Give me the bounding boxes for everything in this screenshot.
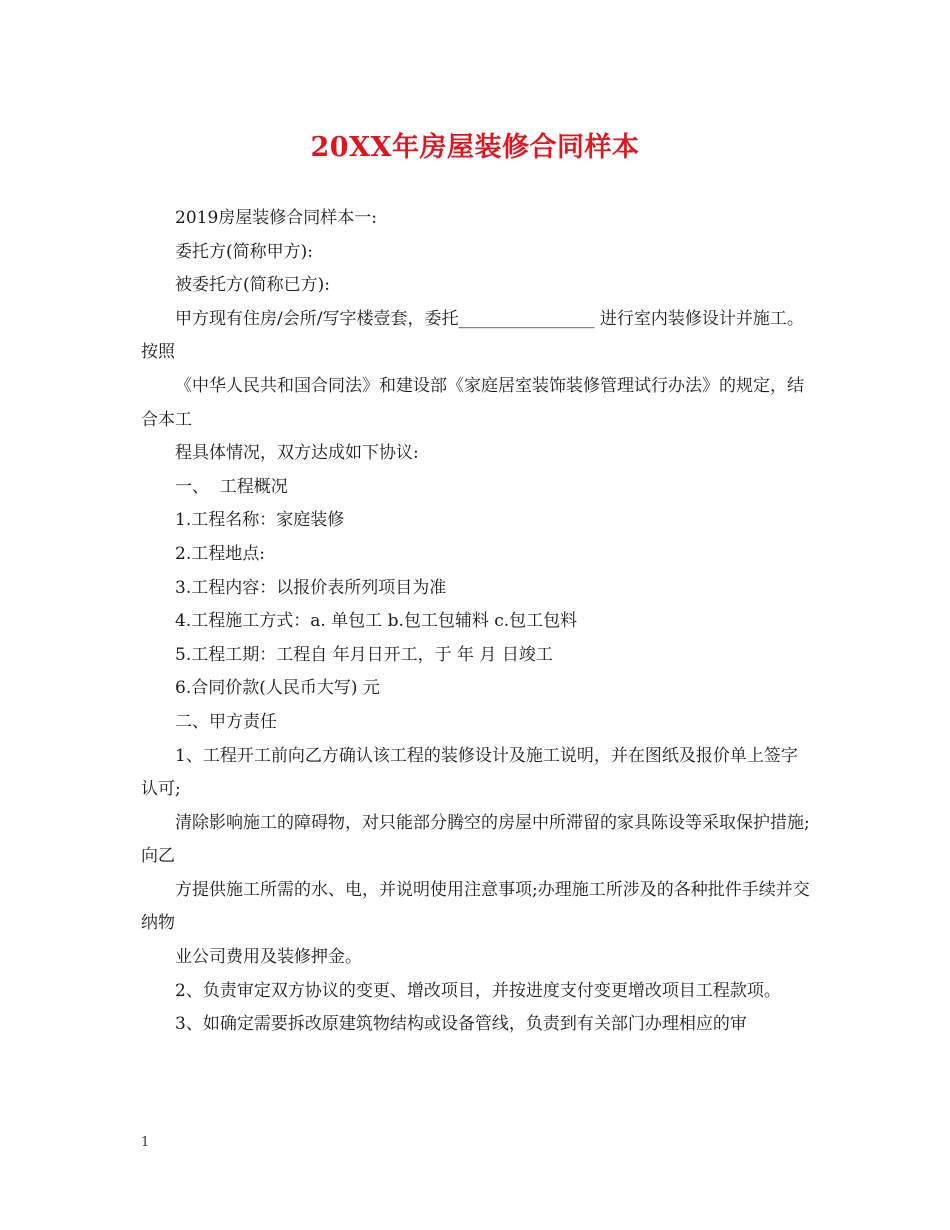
paragraph-duty-1-cont-b: 方提供施工所需的水、电，并说明使用注意事项;办理施工所涉及的各种批件手续并交纳物	[141, 879, 810, 934]
list-item-project-location: 2.工程地点:	[175, 543, 265, 564]
paragraph-party-b: 被委托方(简称已方):	[175, 275, 330, 296]
paragraph-duty-3: 3、如确定需要拆改原建筑物结构或设备管线，负责到有关部门办理相应的审	[175, 1014, 747, 1035]
paragraph-duty-1-cont-a: 清除影响施工的障碍物，对只能部分腾空的房屋中所滞留的家具陈设等采取保护措施;向乙	[141, 812, 810, 867]
list-item-schedule: 5.工程工期：工程自 年月日开工，于 年 月 日竣工	[175, 644, 553, 665]
paragraph-legal-basis: 《中华人民共和国合同法》和建设部《家庭居室装饰装修管理试行办法》的规定，结合本工	[141, 375, 804, 430]
page-number: 1	[141, 1135, 150, 1150]
list-item-project-content: 3.工程内容：以报价表所列项目为准	[175, 577, 447, 598]
document-title: 20XX年房屋装修合同样本	[310, 132, 640, 163]
paragraph-commission: 甲方现有住房/会所/写字楼壹套，委托________________ 进行室内装修设计并施工。按照	[141, 308, 804, 363]
document-body	[141, 202, 813, 1042]
paragraph-duty-2: 2、负责审定双方协议的变更、增改项目，并按进度支付变更增改项目工程款项。	[175, 980, 781, 1001]
list-item-construction-method: 4.工程施工方式：a. 单包工 b.包工包辅料 c.包工包料	[175, 611, 578, 632]
section-heading-overview: 一、 工程概况	[175, 476, 288, 497]
paragraph-duty-1: 1、工程开工前向乙方确认该工程的装修设计及施工说明，并在图纸及报价单上签字认可;	[141, 745, 798, 800]
paragraph-party-a: 委托方(简称甲方):	[175, 241, 313, 262]
list-item-project-name: 1.工程名称：家庭装修	[175, 510, 345, 531]
section-heading-party-a-duties: 二、甲方责任	[175, 711, 277, 732]
paragraph-agreement: 程具体情况，双方达成如下协议:	[175, 443, 419, 464]
paragraph-duty-1-cont-c: 业公司费用及装修押金。	[175, 947, 362, 968]
list-item-contract-price: 6.合同价款(人民币大写) 元	[175, 678, 380, 699]
paragraph-sample-intro: 2019房屋装修合同样本一:	[175, 208, 377, 228]
